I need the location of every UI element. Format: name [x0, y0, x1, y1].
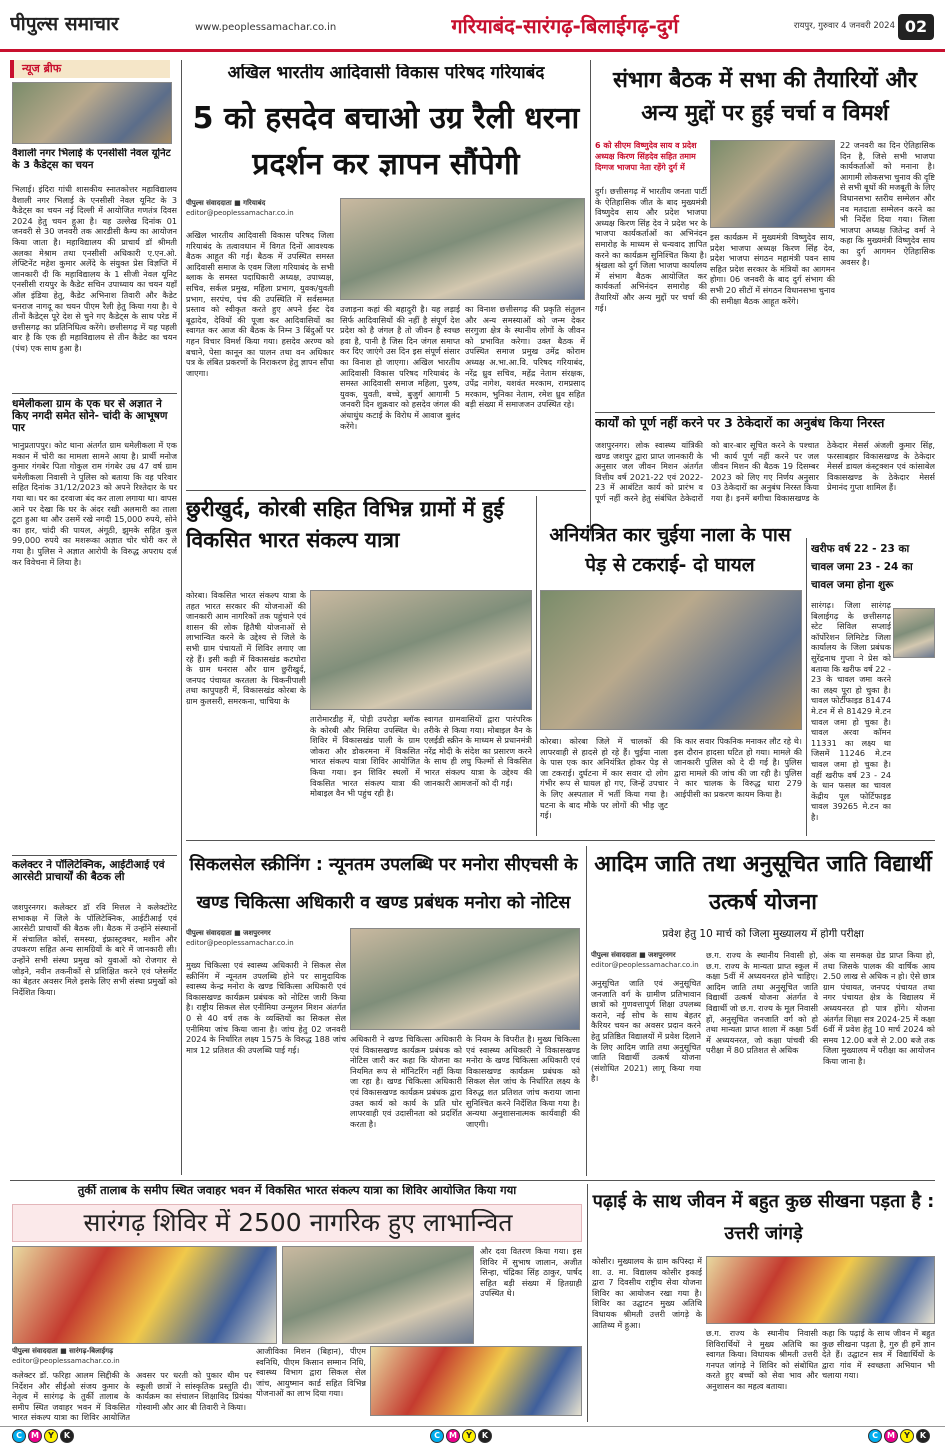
- story6-headline: खरीफ वर्ष 22 - 23 का चावल जमा 23 - 24 का चावल जमा होना शुरू: [811, 543, 913, 591]
- story1-col3: का विनाश छत्तीसगढ़ की प्रकृति संतुलन और अन्य समस्याओं को जन्म देकर सरगुजा क्षेत्र के स्थानीय लोगों के जीवन को प्रभावित करेगा। उक्त बैठक में उपस्थित समाज प्रमुख उमेंद्र कोराम अध्यक्ष अ.भा.आ.वि. परिषद गरियाबंद, नरेंद्र ध्रुव सचिव, महेंद्र नेताम संरक्षक, उपेंद्र नागेश, यशवंत मरकाम, रामप्रसाद मरकाम, भुनिका नेताम, रमेश ध्रुव सहित बड़ी संख्या में समाजजन उपस्थित रहे।: [465, 304, 585, 410]
- black-dot: K: [60, 1429, 74, 1443]
- magenta-dot-2: M: [446, 1429, 460, 1443]
- story1-col2: उजाड़ना कहां की बहादुरी है। यह लड़ाई सिर्फ आदिवासियों की नहीं है संपूर्ण देश प्रदेश को है जंगल है तो जीवन है स्वच्छ हवा है, पानी है जिस दिन जंगल समाप्त कर दिए जाएंगे उस दिन इस संपूर्ण संसार का विनाश हो जाएगा। अखिल भारतीय आदिवासी विकास परिषद गरियाबंद के समस्त आदिवासी समाज महिला, पुरुष, युवक, युवती, बच्चे, बुजुर्ग आगामी 5 जनवरी दिन शुक्रवार को हसदेव जंगल की अंधाधुंध कटाई के विरोध में आवाज बुलंद करेंगे।: [340, 304, 460, 431]
- story2-col3: 22 जनवरी का दिन ऐतिहासिक दिन है, जिसे सभी भाजपा कार्यकर्ताओं को मनाना है। आगामी लोकसभा चुनाव की दृष्टि से सभी बूथों की मजबूती के लिए विधानसभा स्तरीय सम्मेलन और नव मतदाता सम्मेलन करने का भी निर्देश दिया गया। जिला भाजपा अध्यक्ष जितेन्द्र वर्मा ने कहा कि मुख्यमंत्री विष्णुदेव साय का दुर्ग आगमन ऐतिहासिक अवसर है।: [840, 140, 935, 267]
- story9-col3: आजीविका मिशन (बिहान), पीएम स्वनिधि, पीएम किसान सम्मान निधि, स्वास्थ्य विभाग द्वारा सिकल सेल जांच, आयुष्मान कार्ड सहित विभिन्न योजनाओं का लाभ दिया गया।: [256, 1346, 366, 1399]
- page-number: 02: [898, 14, 934, 40]
- story1-kicker: अखिल भारतीय आदिवासी विकास परिषद गरियाबंद: [227, 64, 545, 83]
- story2-col2: इस कार्यक्रम में मुख्यमंत्री विष्णुदेव साय, प्रदेश भाजपा अध्यक्ष किरण सिंह देव, प्रदेश भाजपा संगठन महामंत्री पवन साय सहित प्रदेश सरकार के मंत्रियों का आगमन होगा। 06 जनवरी के बाद दुर्ग संभाग की सभी 20 सीटों में संगठन विधानसभा चुनाव की समीक्षा बैठक आहूत करेंगे।: [710, 232, 835, 306]
- story10-col3: कहा कि पढ़ाई के साथ जीवन में बहुत कुछ सीखना पड़ता है, गुरु ही हमें ज्ञान देते हैं। उद्घाटन सत्र में विद्यार्थियों के द्वारा गांव में स्वच्छता अभियान भी चलाया गया।: [822, 1328, 935, 1381]
- yellow-dot-2: Y: [462, 1429, 476, 1443]
- story8-email[interactable]: editor@peoplessamachar.co.in: [591, 961, 699, 969]
- brief2-headline: धमेलीकला ग्राम के एक घर से अज्ञात ने किए नगदी समेत सोने- चांदी के आभूषण पार: [12, 398, 168, 435]
- story1-byline-box: [186, 198, 336, 226]
- story9-kicker: तुर्की तालाब के समीप स्थित जवाहर भवन में विकसित भारत संकल्प यात्रा का शिविर आयोजित किया गया: [77, 1184, 517, 1197]
- story9-byline-box: [12, 1346, 252, 1370]
- story2-headline: संभाग बैठक में सभा की तैयारियों और अन्य मुद्दों पर हुई चर्चा व विमर्श: [612, 68, 918, 126]
- masthead: [0, 0, 945, 52]
- story9-col4: और दवा वितरण किया गया। इस शिविर में सुभाष जालान, अजीत सिन्हा, चंद्रिका सिंह ठाकुर, पार्षद सहित बड़ी संख्या में हितग्राही उपस्थित थे।: [480, 1246, 582, 1299]
- story10-photo: [706, 1256, 935, 1324]
- story4-col1: कोरबा। विकसित भारत संकल्प यात्रा के तहत भारत सरकार की योजनाओं की जानकारी आम नागरिकों तक पहुंचाने एवं शासन की लोक हितैषी योजनाओं से लाभान्वित करने के उद्देश्य से जिले के सभी ग्राम पंचायतों में शिविर लगाए जा रहे हैं। इसी कड़ी में विकासखंड कटघोरा के ग्राम धनरास और ग्राम छुरीखुर्द, जनपद पंचायत करतला के चिकनीपाली तथा कापुपहरी में, विकासखंड कोरबा के ग्राम कुलसरी, समरकना, चाचिया के: [186, 590, 306, 706]
- print-registration-strip: [0, 1426, 945, 1445]
- story2-lead: 6 को सीएम विष्णुदेव साय व प्रदेश अध्यक्ष किरण सिंहदेव सहित तमाम दिग्गज भाजपा नेता रहेंगे दुर्ग में: [595, 141, 697, 172]
- story7-email[interactable]: editor@peoplessamachar.co.in: [186, 939, 294, 947]
- story9-headline-banner: [12, 1204, 582, 1242]
- story6-portrait: [893, 608, 935, 658]
- section-banner: [355, 8, 775, 42]
- story7-col1: मुख्य चिकित्सा एवं स्वास्थ्य अधिकारी ने सिकल सेल स्क्रीनिंग में न्यूनतम उपलब्धि होने पर सामुदायिक स्वास्थ्य केन्द्र मनोरा के खण्ड चिकित्सा अधिकारी एवं विकासखण्ड कार्यक्रम प्रबंधक को नोटिस जारी किया है। राष्ट्रीय सिकल सेल एनीमिया उन्मूलन मिशन अंतर्गत 0 से 40 वर्ष तक के व्यक्तियों का सिकल सेल एनीमिया जांच किया जाना है। जांच हेतु 02 जनवरी 2024 के निर्धारित लक्ष्य 1575 के विरुद्ध 188 जांच मात्र 12 प्रतिशत की उपलब्धि पाई गई।: [186, 960, 346, 1055]
- story7-byline-box: [186, 928, 346, 956]
- black-dot-2: K: [478, 1429, 492, 1443]
- black-dot-3: K: [916, 1429, 930, 1443]
- brief3-text: जशपुरनगर। कलेक्टर डॉ रवि मित्तल ने कलेक्टोरेट सभाकक्ष में जिले के पॉलिटेक्निक, आईटीआई एवं आरसेटी प्राचार्यों की बैठक ली। बैठक में उन्होंने संस्थानों में संचालित कोर्स, समस्या, इंफ्रास्ट्रक्चर, मशीन और उपकरण सहित अन्य सामग्रियों के बारे में जानकारी ली। उन्होंने सभी संस्था प्रमुख को युवाओं को रोजगार से जोड़ने, नवीन तकनीकों से प्रशिक्षित करने एवं प्लेसमेंट का बेहतर अवसर मिले इसके लिए सभी संस्था प्रमुखों को निर्देशित किया।: [12, 902, 177, 997]
- story8-col1: अनुसूचित जाति एवं अनुसूचित जनजाति वर्ग के ग्रामीण प्रतिभावान छात्रों को गुणवत्तापूर्ण शिक्षा उपलब्ध कराने, नई सोच के साथ बेहतर कैरियर चयन का अवसर प्रदान करने हेतु प्रतिष्ठित विद्यालयों में प्रवेश दिलाने के लिए आदिम जाति तथा अनुसूचित जाति विद्यार्थी उत्कर्ष योजना (संशोधित 2021) लागू किया गया है।: [591, 978, 701, 1084]
- site-url[interactable]: www.peoplessamachar.co.in: [195, 22, 337, 33]
- story2-photo: [710, 140, 835, 228]
- story7-headline: सिकलसेल स्क्रीनिंग : न्यूनतम उपलब्धि पर मनोरा सीएचसी के खण्ड चिकित्सा अधिकारी व खण्ड प्रबंधक मनोरा को नोटिस: [189, 855, 578, 913]
- story4-col3: स्वागत ग्रामवासियों द्वारा पारंपरिक तरीके से किया गया। मोबाइल वैन के एलईडी स्क्रीन के माध्यम से प्रधानमंत्री नरेंद्र मोदी के संदेश का प्रसारण करने के साथ ही लघु फिल्मों से विकसित भारत संकल्प यात्रा के उद्देश्य की जानकारी आमजनों को दी गई।: [424, 714, 532, 788]
- story10-col2: छ.ग. राज्य के स्थानीय निवासी शिविरार्थियों ने मुख्य अतिथि का स्वागत किया। विधायक श्रीमती उत्तरी गनपत जांगड़े ने शिविर को संबोधित करते हुए बच्चों को सेवा भाव और अनुशासन का महत्व बताया।: [706, 1328, 818, 1391]
- brief3-headline: कलेक्टर ने पॉलिटेक्निक, आईटीआई एवं आरसेटी प्राचार्यों की बैठक ली: [12, 859, 165, 884]
- story5-headline: अनियंत्रित कार चुईया नाला के पास पेड़ से टकराई- दो घायल: [549, 524, 791, 576]
- dateline: रायपुर, गुरुवार 4 जनवरी 2024: [793, 21, 895, 31]
- story9-col1: कलेक्टर डॉ. फरिहा आलम सिद्दीकी के निर्देशन और सीईओ संजय कुमार के नेतृत्व में सारंगढ़ के तुर्की तालाब के समीप स्थित जवाहर भवन में विकसित भारत संकल्प यात्रा का शिविर आयोजित: [12, 1370, 130, 1422]
- story5-col1: कोरबा। कोरबा जिले में चालकों की लापरवाही से हादसे हो रहे हैं। चुईया नाला के पास एक कार अनियंत्रित होकर पेड़ से जा टकराई। दुर्घटना में कार सवार दो लोग गंभीर रूप से घायल हो गए, जिन्हें उपचार के लिए अस्पताल में भर्ती किया गया है। घटना के बाद मौके पर लोगों की भीड़ जुट गई।: [540, 736, 668, 821]
- story9-photo-mid: [282, 1246, 474, 1344]
- story10-col1: कोसीर। मुख्यालय के ग्राम कपिस्दा में शा. उ. मा. विद्यालय कोसीर इकाई द्वारा 7 दिवसीय राष्ट्रीय सेवा योजना शिविर का आयोजन रखा गया है। शिविर का उद्घाटन मुख्य अतिथि विधायक श्रीमती उत्तरी जांगड़े के आतिथ्य में हुआ।: [592, 1256, 702, 1330]
- story8-headline: आदिम जाति तथा अनुसूचित जाति विद्यार्थी उत्कर्ष योजना: [594, 852, 932, 915]
- cyan-dot-3: C: [868, 1429, 882, 1443]
- brief1-text: भिलाई। इंदिरा गांधी शासकीय स्नातकोत्तर महाविद्यालय वैशाली नगर भिलाई के एनसीसी नेवल यूनिट के 3 कैडेट्स का चयन नई दिल्ली में आयोजित गणतंत्र दिवस 2024 हेतु चयन हुआ है। यह उल्लेख दिनांक 01 जनवरी से 30 जनवरी तक आरडीसी कैम्प का आयोजन किया जाता है। महाविद्यालय की प्राचार्य डॉ श्रीमती अलका मेश्राम तथा एनसीसी अधिकारी ए.एन.ओ. लेफ्टिनेंट महेश कुमार अलेंदे के संयुक्त प्रेस विज्ञप्ति में जानकारी दी कि महाविद्यालय के 1 सीजी नेवल यूनिट एनसीसी रायपुर के कैडेट सचिन उपाध्याय का चयन यहाँ ऑल इंडिया हेतु, कैडेट अभिनाश तिवारी और कैडेट धनराज नागदू का चयन पीएम रैली हेतु किया गया है। ये तीनों कैडेट्स पूरे देश से चुने गए कैडेट्स के साथ परेड में छत्तीसगढ़ का प्रतिनिधित्व करेंगे। छत्तीसगढ़ में यह पहली बार है कि एक ही महाविद्यालय से तीन कैडेट का चयन (पंथ) एक साथ हुआ है।: [12, 184, 177, 353]
- yellow-dot: Y: [44, 1429, 58, 1443]
- story1-col1: अखिल भारतीय आदिवासी विकास परिषद जिला गरियाबंद के तत्वावधान में विगत दिनों आवश्यक बैठक आहूत की गई। बैठक में उपस्थित समस्त आदिवासी समाज के एवम जिला गरियाबंद के सभी ब्लाक के समस्त पदाधिकारी अध्यक्ष, उपाध्यक्ष, सचिव, सर्कल प्रमुख, महिला प्रभाग, युवक/युवती प्रभाग, सरपंच, पंच की उपस्थिति में सर्वसम्मत प्रस्ताव को स्वीकृत करते हुए अपने ईस्ट देव बूढ़ादेव, देवियों की पूजा कर आदिवासियों का स्वागत कर आज की बैठक के निम्न 3 बिंदुओं पर गहन विचार विमर्श किया गया। हसदेव अरण्य को बचाने, पेसा कानून का पालन तथा वन अधिकार पत्र के लंबित प्रकरणों के निराकरण हेतु ज्ञापन सौंपा जाएगा।: [186, 230, 334, 378]
- story8-byline: पीपुल्स संवाददाता ■ जशपुरनगर: [591, 951, 676, 959]
- story5-col2: कि कार सवार पिकनिक मनाकर लौट रहे थे। इस दौरान हादसा घटित हो गया। मामले की जानकारी पुलिस को दे दी गई है। पुलिस द्वारा मामले की जांच की जा रही है। पुलिस ने कार चालक के विरुद्ध धारा 279 आईपीसी का प्रकरण कायम किया है।: [674, 736, 802, 799]
- cyan-dot: C: [12, 1429, 26, 1443]
- magenta-dot-3: M: [884, 1429, 898, 1443]
- story9-headline: सारंगढ़ शिविर में 2500 नागरिक हुए लाभान्वित: [83, 1209, 513, 1237]
- story9-email[interactable]: editor@peoplessamachar.co.in: [12, 1357, 120, 1365]
- masthead-logo: पीपुल्स समाचार: [10, 13, 119, 35]
- story4-headline: छुरीखुर्द, कोरबी सहित विभिन्न ग्रामों में हुई विकसित भारत संकल्प यात्रा: [186, 497, 504, 552]
- story3-text: जशपुरनगर। लोक स्वास्थ्य यांत्रिकी खण्ड जशपुर द्वारा प्राप्त जानकारी के अनुसार जल जीवन मिशन अंतर्गत वित्तीय वर्ष 2021-22 एवं 2022-23 में आबंटित कार्य को प्रारंभ व पूर्ण नहीं करने हेतु संबंधित ठेकेदारों को बार-बार सूचित करने के पश्चात भी कार्य पूर्ण नहीं करने पर जल जीवन मिशन की बैठक 19 दिसम्बर 2023 को लिए गए निर्णय अनुसार 03 ठेकेदारों का अनुबंध निरस्त किया गया है। इनमें बगीचा विकासखण्ड के ठेकेदार मेसर्स अंजली कुमार सिंह, फरसाबहार विकासखण्ड के ठेकेदार मेसर्स डायल कंस्ट्रक्शन एवं कांसाबेल विकासखण्ड के ठेकेदार मेसर्स प्रेमानंद गुप्ता शामिल हैं।: [595, 440, 935, 503]
- story1-photo: [340, 198, 585, 300]
- brief2-text: भानुप्रतापपुर। कोट थाना अंतर्गत ग्राम धमेलीकला में एक मकान में चोरी का मामला सामने आया है। प्रार्थी मनोज कुमार गंगबेर पिता गोकुल राम गंगबेर उम्र 47 वर्ष ग्राम धमेलीकला निवासी ने पुलिस को बताया कि वह परिवार सहित दिनांक 31/12/2023 को अपने रिश्तेदार के घर गया था। घर का दरवाजा बंद कर ताला लगाया था। वापस आने पर देखा कि घर के अंदर रखी अलमारी का ताला टूटा हुआ था और उसमें रखे नगदी 15,000 रुपये, सोने का हार, चांदी की पायल, अंगूठी, झुमके सहित कुल 99,000 रुपये का मशरूका अज्ञात चोर चोरी कर ले गया है। पुलिस ने अज्ञात आरोपी के विरुद्ध अपराध दर्ज कर विवेचना में लिया है।: [12, 440, 177, 567]
- story1-byline: पीपुल्स संवाददाता ■ गरियाबंद: [186, 199, 266, 207]
- story2-col1: दुर्ग। छत्तीसगढ़ में भारतीय जनता पार्टी के ऐतिहासिक जीत के बाद मुख्यमंत्री विष्णुदेव साय और प्रदेश भाजपा अध्यक्ष किरण सिंह देव ने प्रदेश भर के भाजपा कार्यकर्ताओं का अभिनंदन समारोह के माध्यम से धन्यवाद ज्ञापित करने का कार्यक्रम सुनिश्चित किया है। श्रृंखला को दुर्ग जिला भाजपा कार्यालय में संभाग बैठक आयोजित कर कार्यकर्ता अभिनंदन समारोह की तैयारियों और अन्य मुद्दों पर चर्चा की गई।: [595, 186, 707, 313]
- story7-col2: अधिकारी ने खण्ड चिकित्सा अधिकारी एवं विकासखण्ड कार्यक्रम प्रबंधक को नोटिस जारी कर कहा कि योजना का नियमित रूप से मॉनिटरिंग नहीं किया जा रहा है। खण्ड चिकित्सा अधिकारी एवं विकासखण्ड कार्यक्रम प्रबंधक द्वारा उक्त कार्य को कार्य के प्रति घोर लापरवाही एवं उदासीनता को प्रदर्शित करता है।: [350, 1034, 462, 1129]
- story9-photo-right: [370, 1346, 582, 1416]
- story6-text: सारंगढ़। जिला सारंगढ़ बिलाईगढ़ के छत्तीसगढ़ स्टेट सिविल सप्लाई कॉर्पोरेशन लिमिटेड जिला कार्यालय के जिला प्रबंधक सुरेंद्रनाथ गुप्ता ने प्रेस को बताया कि खरीफ वर्ष 22 - 23 के चावल जमा करने का लक्ष्य पूरा हो चुका है। चावल फोर्टीफाइड 81474 मे.टन में से 81429 मे.टन चावल जमा हो चुका है। चावल अरवा कॉमन 11331 का लक्ष्य था जिसमें 11246 मे.टन चावल जमा हो चुका है। वहीं खरीफ वर्ष 23 - 24 के धान फसल का चावल केंद्रीय पूल फोर्टिफाइड चावल 39265 मे.टन का है।: [811, 600, 891, 822]
- story3-headline: कार्यों को पूर्ण नहीं करने पर 3 ठेकेदारों का अनुबंध किया निरस्त: [595, 416, 885, 430]
- yellow-dot-3: Y: [900, 1429, 914, 1443]
- story9-col2: अवसर पर धरती को पुकार थीम पर स्कूली छात्रों ने सांस्कृतिक प्रस्तुति दी। कार्यक्रम का संचालन शिक्षाविद प्रियंका गोस्वामी और आर बी तिवारी ने किया।: [136, 1370, 252, 1412]
- ncc-cadets-photo: [12, 82, 172, 144]
- story8-col3: अंक या समकक्ष ग्रेड प्राप्त किया हो, तथा जिसके पालक की वार्षिक आय 2.50 लाख से अधिक न हो। ऐसे छात्र ग्राम पंचायत, जनपद पंचायत तथा नगर पंचायत क्षेत्र के विद्यालय में अध्ययनरत हो पात्र होंगे। योजना अंतर्गत शिक्षा सत्र 2024-25 में कक्षा 6वीं में प्रवेश हेतु 10 मार्च 2024 को समय 12.00 बजे से 2.00 बजे तक जिला मुख्यालय में परीक्षा का आयोजन किया जाना है।: [823, 950, 935, 1066]
- story1-headline: 5 को हसदेव बचाओ उग्र रैली धरना प्रदर्शन कर ज्ञापन सौंपेगी: [192, 101, 580, 182]
- story7-col3: के नियम के विपरीत है। मुख्य चिकित्सा एवं स्वास्थ्य अधिकारी ने विकासखण्ड मनोरा के खण्ड चिकित्सा अधिकारी एवं विकासखण्ड कार्यक्रम प्रबंधक को सिकल सेल जांच के निर्धारित लक्ष्य के विरुद्ध शत प्रतिशत जांच कराया जाना सुनिश्चित करने निर्देशित किया गया है। अन्यथा अनुशासनात्मक कार्यवाही की जाएगी।: [466, 1034, 580, 1129]
- story5-car-photo: [540, 590, 802, 730]
- story10-headline: पढ़ाई के साथ जीवन में बहुत कुछ सीखना पड़ता है : उत्तरी जांगड़े: [592, 1191, 935, 1244]
- section-title: गरियाबंद-सारंगढ़-बिलाईगढ़-दुर्ग: [451, 14, 679, 38]
- magenta-dot: M: [28, 1429, 42, 1443]
- story7-photo: [350, 928, 580, 1030]
- story7-byline: पीपुल्स संवाददाता ■ जशपुरनगर: [186, 929, 271, 937]
- news-brief-tag: न्यूज ब्रीफ: [10, 60, 170, 78]
- story8-subhead: प्रवेश हेतु 10 मार्च को जिला मुख्यालय में होगी परीक्षा: [662, 928, 864, 940]
- story1-email[interactable]: editor@peoplessamachar.co.in: [186, 209, 294, 217]
- brief1-headline: वैशाली नगर भिलाई के एनसीसी नेवल यूनिट के 3 कैडेट्स का चयन: [12, 148, 171, 171]
- cyan-dot-2: C: [430, 1429, 444, 1443]
- story4-photo: [310, 590, 532, 710]
- story9-byline: पीपुल्स संवाददाता ■ सारंगढ़-बिलाईगढ़: [12, 1347, 114, 1355]
- story8-col2: छ.ग. राज्य के स्थानीय निवासी हो, छ.ग. राज्य के मान्यता प्राप्त स्कूल में कक्षा 5वीं में अध्ययनरत होने चाहिए। आदिम जाति तथा अनुसूचित जाति विद्यार्थी उत्कर्ष योजना अंतर्गत वे विद्यार्थी जो छ.ग. राज्य के मूल निवासी हों, अनुसूचित जनजाति वर्ग को हो तथा मान्यता प्राप्त शाला में कक्षा 5वीं में अध्ययनरत, जो कक्षा पांचवी की परीक्षा में 80 प्रतिशत से अधिक: [706, 950, 818, 1056]
- story4-col2: तारोमारडीह में, पोड़ी उपरोड़ा ब्लॉक के कोरबी और मिसिया उपस्थित थे। शिविर में विकासखंड पाली के ग्राम जोकरा और डोकरमना में विकसित भारत संकल्प यात्रा शिविर आयोजित किया गया। इन शिविर स्थलों में विकसित भारत संकल्प यात्रा की मोबाइल वैन भी पहुंच रही है।: [310, 714, 420, 799]
- story9-photo-left: [12, 1246, 277, 1344]
